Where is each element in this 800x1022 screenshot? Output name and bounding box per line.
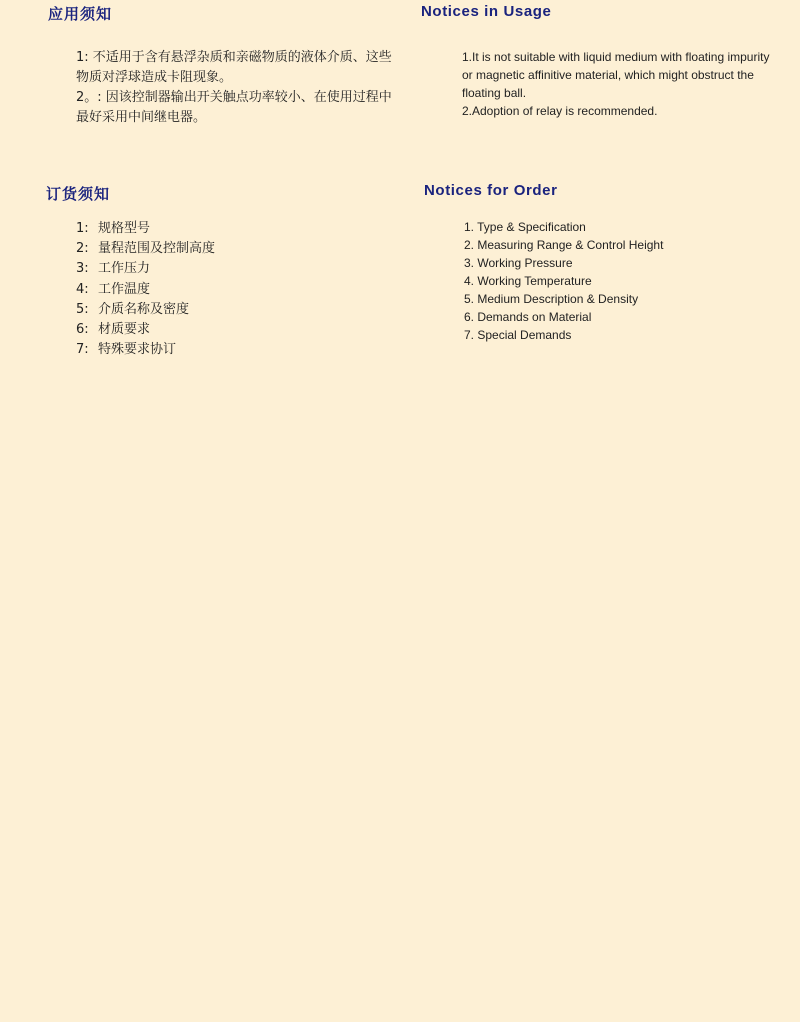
- order-item-en: 6. Demands on Material: [464, 310, 592, 324]
- order-item-en: 3. Working Pressure: [464, 256, 573, 270]
- order-item-cn: 4: 工作温度: [76, 281, 151, 297]
- order-item-cn: 6: 材质要求: [76, 322, 151, 338]
- order-list-cn: [76, 219, 215, 360]
- usage-notes-en: [462, 48, 772, 120]
- order-item-cn: 5: 介质名称及密度: [76, 301, 190, 317]
- usage-title-en: Notices in Usage: [421, 3, 552, 20]
- order-item-cn: 1: 规格型号: [76, 221, 151, 236]
- usage-note-en-2: 2.Adoption of relay is recommended.: [462, 104, 658, 118]
- usage-notes-cn: [76, 48, 394, 128]
- usage-title-cn: 应用须知: [48, 5, 113, 23]
- usage-note-cn-1: 1: 不适用于含有悬浮杂质和亲磁物质的液体介质、这些物质对浮球造成卡阻现象。: [76, 50, 392, 85]
- usage-note-en-1: 1.It is not suitable with liquid medium with floating impurity or magnetic affinitive material, which might obstruct the floating ball.: [462, 50, 770, 100]
- usage-note-cn-2: 2。: 因该控制器输出开关触点功率较小、在使用过程中最好采用中间继电器。: [76, 90, 392, 125]
- order-title-cn: 订货须知: [46, 185, 111, 203]
- order-item-en: 2. Measuring Range & Control Height: [464, 238, 664, 252]
- order-item-en: 1. Type & Specification: [464, 220, 586, 234]
- order-item-cn: 2: 量程范围及控制高度: [76, 241, 216, 257]
- order-title-en: Notices for Order: [424, 182, 558, 199]
- order-list-en: [464, 218, 663, 344]
- order-item-en: 5. Medium Description & Density: [464, 292, 639, 306]
- order-item-en: 7. Special Demands: [464, 328, 572, 342]
- order-item-cn: 3: 工作压力: [76, 261, 151, 277]
- order-item-cn: 7: 特殊要求协订: [76, 342, 177, 358]
- order-item-en: 4. Working Temperature: [464, 274, 592, 288]
